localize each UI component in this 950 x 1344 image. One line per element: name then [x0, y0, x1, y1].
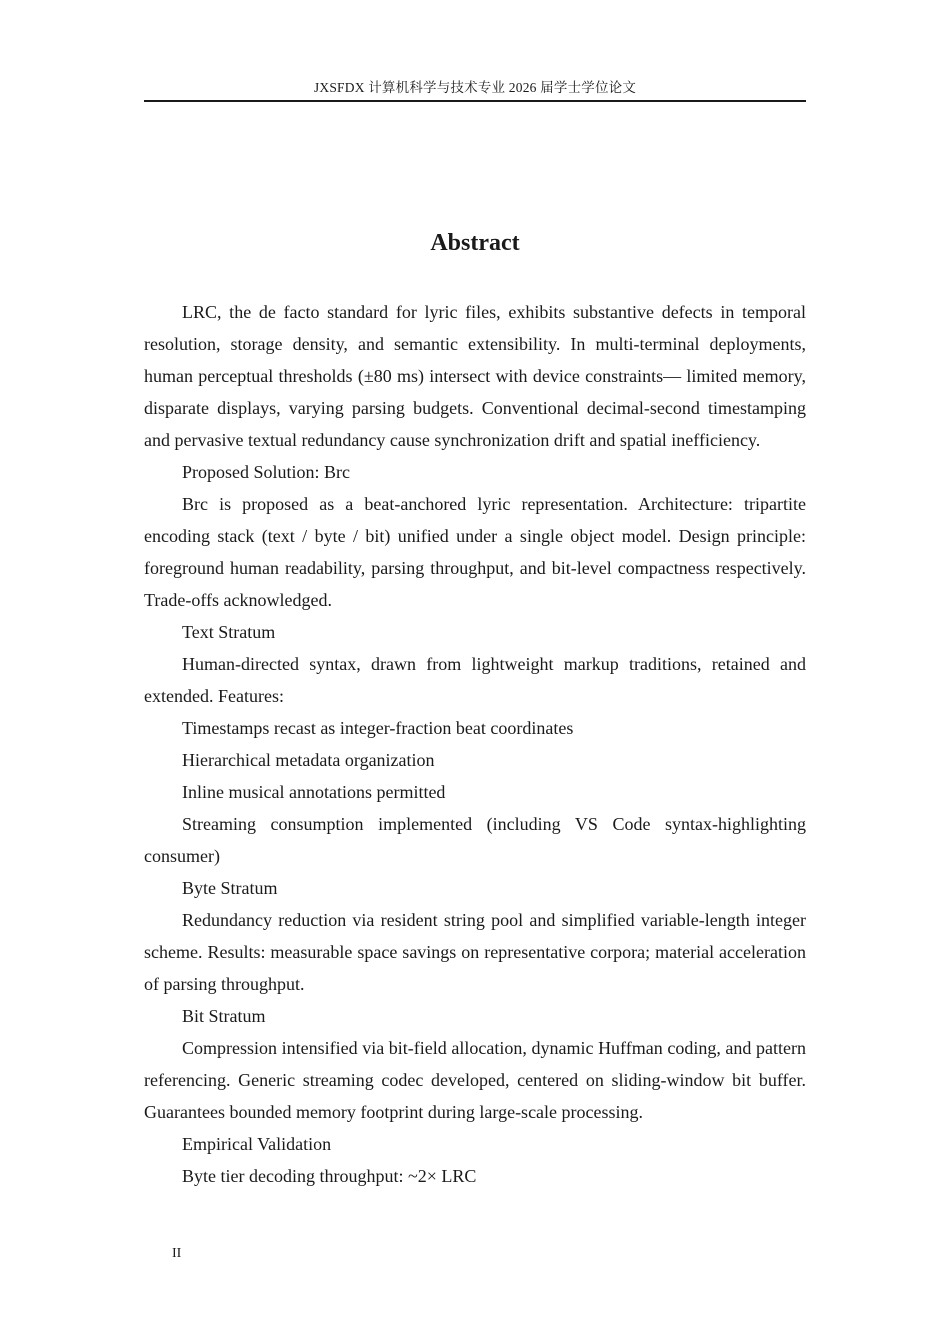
- paragraph-feature-streaming: Streaming consumption implemented (including VS Code syntax-highlighting consumer): [144, 814, 806, 866]
- paragraph-proposed-solution-heading: Proposed Solution: Brc: [182, 462, 351, 482]
- paragraph-bit-stratum-description: Compression intensified via bit-field allocation, dynamic Huffman coding, and pattern referencing. Generic streaming codec developed, centered on sliding-window bit buffer. Guarantees bounded memory footprint during large-scale processing.: [144, 1038, 806, 1122]
- paragraph-text-stratum-heading: Text Stratum: [182, 622, 276, 642]
- paragraph-feature-timestamps: Timestamps recast as integer-fraction beat coordinates: [182, 718, 574, 738]
- running-header: JXSFDX 计算机科学与技术专业 2026 届学士学位论文: [313, 80, 637, 95]
- page-number: II: [172, 1246, 182, 1261]
- header-rule: [144, 100, 806, 102]
- paragraph-byte-stratum-heading: Byte Stratum: [182, 878, 278, 898]
- paragraph-byte-tier-throughput: Byte tier decoding throughput: ~2× LRC: [182, 1166, 477, 1186]
- paragraph-text-stratum-description: Human-directed syntax, drawn from lightweight markup traditions, retained and extended. Features:: [144, 654, 806, 706]
- paragraph-feature-annotations: Inline musical annotations permitted: [182, 782, 446, 802]
- paragraph-empirical-validation-heading: Empirical Validation: [182, 1134, 332, 1154]
- paragraph-intro: LRC, the de facto standard for lyric files, exhibits substantive defects in temporal resolution, storage density, and semantic extensibility. In multi-terminal deployments, human perceptual thresholds (±80 ms) intersect with device constraints— limited memory, disparate displays, varying parsing budgets. Conventional decimal-second timestamping and pervasive textual redundancy cause synchronization drift and spatial inefficiency.: [144, 302, 806, 450]
- paragraph-brc-description: Brc is proposed as a beat-anchored lyric representation. Architecture: tripartite encoding stack (text / byte / bit) unified under a single object model. Design principle: foreground human readability, parsing throughput, and bit-level compactness respectively. Trade-offs acknowledged.: [144, 494, 806, 610]
- paragraph-byte-stratum-description: Redundancy reduction via resident string pool and simplified variable-length integer scheme. Results: measurable space savings on representative corpora; material acceleration of parsing throughput.: [144, 910, 806, 994]
- abstract-body: [144, 296, 806, 1192]
- abstract-title: Abstract: [430, 230, 520, 256]
- paragraph-bit-stratum-heading: Bit Stratum: [182, 1006, 266, 1026]
- paragraph-feature-metadata: Hierarchical metadata organization: [182, 750, 435, 770]
